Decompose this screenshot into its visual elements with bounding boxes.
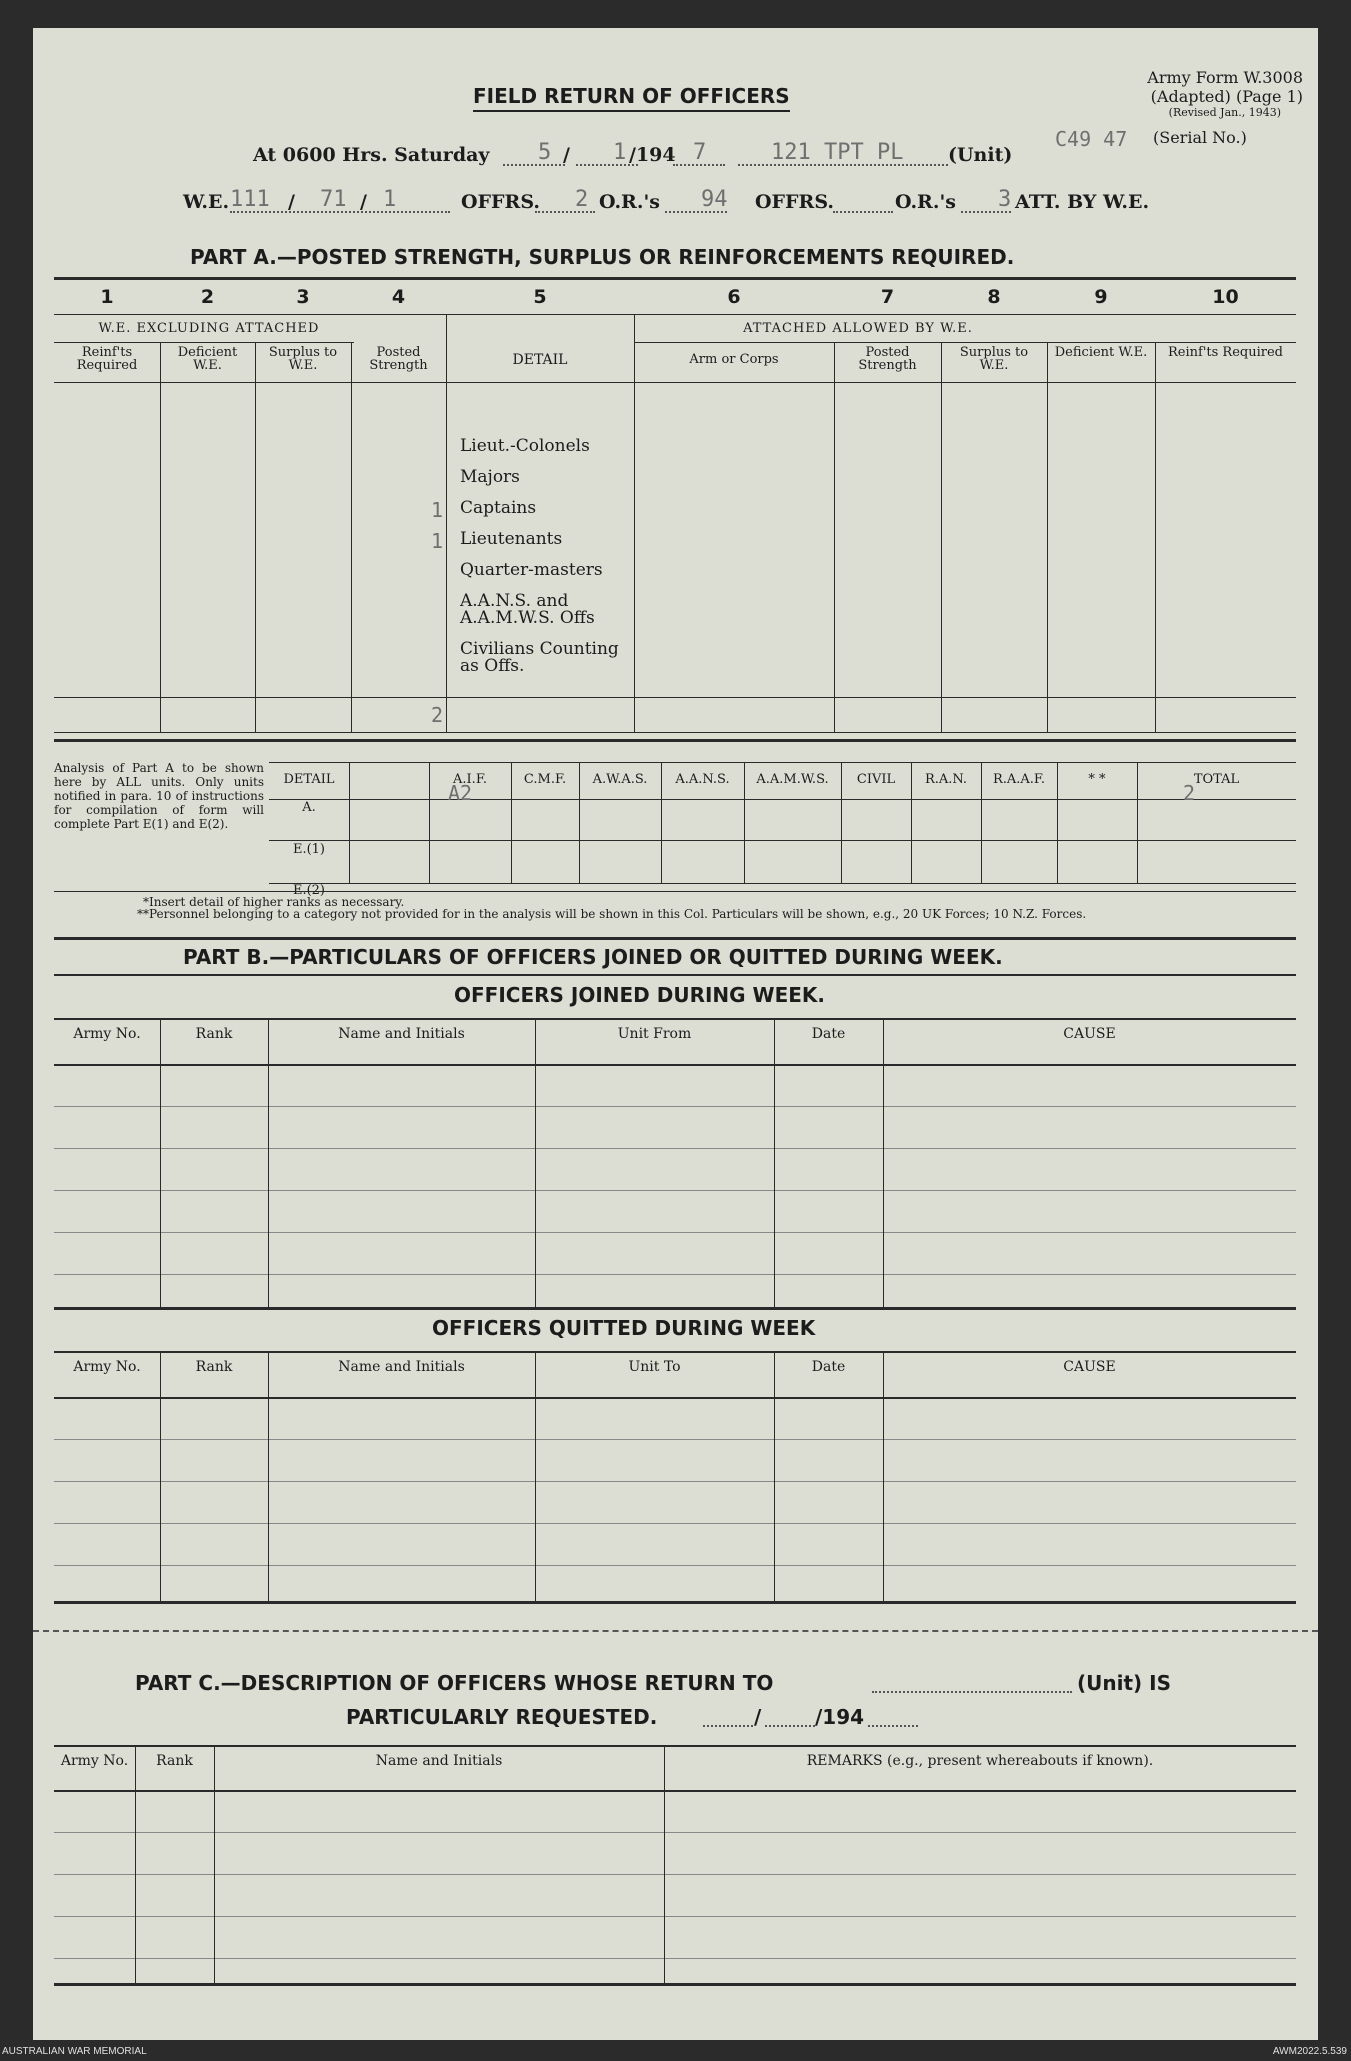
rank-0: Lieut.-Colonels [460,436,590,456]
offrs-label: OFFRS. [461,191,540,213]
form-id-line1: Army Form W.3008 [1147,68,1303,87]
joined-table-row-5 [54,1274,1296,1275]
analysis-head-4: A.W.A.S. [592,772,648,787]
part-c-unit-dots[interactable] [872,1691,1072,1693]
col-number-7: 7 [880,286,895,308]
footnote-2: **Personnel belonging to a category not provided for in the analysis will be shown in this Col. Particulars will be shown, e.g., 20 UK Forces; 10 N.Z. Forces. [137,907,1087,921]
day-dots [503,164,565,166]
joined-table-vline-1 [160,1018,161,1307]
analysis-row-2: E.(2) [292,883,326,898]
part-c-year-dots[interactable] [868,1725,918,1727]
col-head-3: Surplus to W.E. [268,345,338,373]
ors-value[interactable]: 94 [701,187,728,212]
partc-table-vline-2 [214,1745,215,1983]
quitted-table-row-4 [54,1565,1296,1566]
offrs-value[interactable]: 2 [575,187,589,212]
col-head-1: Reinf'ts Required [76,345,138,373]
col-number-9: 9 [1094,286,1108,308]
partc-table-headline [54,1790,1296,1792]
analysis-head-11: TOTAL [1193,772,1240,787]
col-head-6: Arm or Corps [689,352,779,367]
year-digit[interactable]: 7 [693,140,707,165]
joined-table-row-3 [54,1190,1296,1191]
unit-value[interactable]: 121 TPT PL [771,140,904,165]
part-c-line1: PART C.—DESCRIPTION OF OFFICERS WHOSE RETURN TO [135,1671,774,1695]
total-value[interactable]: 2 [1183,781,1196,805]
joined-table-head-2: Name and Initials [338,1026,465,1042]
form-id [1073,68,1303,120]
form-page: Army Form W.3008 (Adapted) (Page 1) (Revised Jan., 1943) C49 47 (Serial No.) FIELD RETURN OF OFFICERS At 0600 Hrs. Saturday 5 / 1 /194 7 121 TPT PL (Unit) W.E. 111 / 71 / 1 OFFRS. 2 O.R.'s 94 OFFRS. O.R.'s 3 ATT. BY W.E. PART A.—POSTED STRENGTH, SURPLUS OR REINFORCEMENTS REQUIRED. 1 2 3 4 5 6 7 8 9 10 W.E. EXCLUDING ATTACHED ATTACHED ALLOWED BY W.E. Reinf'ts Required Deficient W.E. Surplus to W.E. Posted Strength DETAIL Arm or Corps Posted Strength Surplus to W.E. Deficient W.E. Reinf'ts Required Lieut.-Colonels Majors Captains Lieutenants Quarter-masters A.A.N.S. and A.A.M.W.S. Offs Civilians Counting as Offs. 1 1 2 Analysis of Part A to be shown here by ALL units. Only units notified in para. 10 of instructions for compilation of form will complete Part E(1) and E(2). DETAIL A.I.F. C.M.F. A.W.A.S. A.A.N.S. A.A.M.W.S. CIVIL R.A.N. R.A.A.F. * * TOTAL A. E.(1) E.(2) A2 2 *Insert detail of higher ranks as necessary. **Personnel belonging to a category not provided for in the analysis will be shown in this Col. Particulars will be shown, e.g., 20 UK Forces; 10 N.Z. Forces. PART B.—PARTICULARS OF OFFICERS JOINED OR QUITTED DURING WEEK. OFFICERS JOINED DURING WEEK. Army No. Rank Name and Initials Unit From Date CAUSE OFFICERS QUITTED DURING WEEK Army No. Rank Name and Initials Unit To Date CAUSE PART C.—DESCRIPTION OF OFFICERS WHOSE RETURN TO (Unit) IS PARTICULARLY REQUESTED. / /194 Army No. Rank Name and Initials REMARKS (e.g., present whereabouts if known). [33,28,1318,2040]
rank-5: A.A.N.S. and A.A.M.W.S. Offs [460,591,595,628]
analysis-head-5: A.A.N.S. [675,772,730,787]
day-slash: / [563,144,570,166]
aif-value[interactable]: A2 [448,781,473,805]
partc-table-bottom [54,1983,1296,1986]
posted-captains[interactable]: 1 [431,498,444,522]
rank-4: Quarter-masters [460,560,603,580]
footer-right: AWM2022.5.539 [1272,2046,1347,2057]
partc-table-row-1 [54,1832,1296,1833]
partc-table-row-4 [54,1958,1296,1959]
col-head-10: Reinf'ts Required [1168,345,1283,360]
quitted-table-headline [54,1397,1296,1399]
col-head-2: Deficient W.E. [177,345,238,373]
quitted-table-bottom [54,1601,1296,1604]
perforation-line [33,1630,1318,1632]
joined-table-top [54,1018,1296,1020]
joined-table-vline-4 [774,1018,775,1307]
at-label: At 0600 Hrs. Saturday [253,144,490,166]
ors2-value[interactable]: 3 [998,187,1012,212]
serial-value: C49 47 [1055,127,1128,151]
unit-label: (Unit) [948,144,1013,166]
part-b-title: PART B.—PARTICULARS OF OFFICERS JOINED OR QUITTED DURING WEEK. [183,945,1003,969]
analysis-head-3: C.M.F. [523,772,567,787]
col-head-8: Surplus to W.E. [959,345,1029,373]
offrs2-dots [833,211,893,213]
rank-2: Captains [460,498,537,518]
col-head-9: Deficient W.E. [1054,345,1148,360]
joined-table-head-1: Rank [195,1026,233,1042]
joined-table-row-1 [54,1106,1296,1107]
partc-table-row-3 [54,1916,1296,1917]
joined-table-bottom [54,1307,1296,1310]
analysis-head-10: * * [1088,772,1106,787]
form-title: FIELD RETURN OF OFFICERS [473,84,790,112]
partc-table-row-2 [54,1874,1296,1875]
ors-label: O.R.'s [599,191,660,213]
quitted-table-row-3 [54,1523,1296,1524]
form-id-line3: (Revised Jan., 1943) [1168,106,1281,119]
quitted-table-head-4: Date [811,1359,846,1375]
quitted-table-vline-2 [268,1351,269,1601]
joined-table-row-2 [54,1148,1296,1149]
offrs2-label: OFFRS. [755,191,834,213]
part-c-unit-label: (Unit) IS [1077,1671,1171,1695]
month-value[interactable]: 1 [613,140,627,165]
analysis-head-0: DETAIL [283,772,335,787]
partc-table-vline-3 [664,1745,665,1983]
part-c-line2: PARTICULARLY REQUESTED. [346,1705,658,1729]
col-number-1: 1 [100,286,114,308]
analysis-note: Analysis of Part A to be shown here by ALL units. Only units notified in para. 10 of instructions for compilation of form will complete Part E(1) and E(2). [54,761,264,831]
rank-3: Lieutenants [460,529,563,549]
col-number-3: 3 [296,286,310,308]
partc-table-head-0: Army No. [60,1753,129,1769]
joined-table-head-5: CAUSE [1063,1026,1116,1042]
joined-table-head-3: Unit From [617,1026,692,1042]
joined-table-row-4 [54,1232,1296,1233]
analysis-vline-1 [349,762,350,883]
serial-label: (Serial No.) [1153,128,1247,147]
part-c-day-dots[interactable] [703,1725,753,1727]
footer-left: AUSTRALIAN WAR MEMORIAL [2,2046,147,2057]
joined-table-headline [54,1064,1296,1066]
part-c-year: /194 [815,1705,865,1729]
posted-total[interactable]: 2 [431,703,444,727]
col-head-7: Posted Strength [858,345,917,373]
footnote-1: *Insert detail of higher ranks as necessary. [143,895,405,909]
quitted-table-vline-3 [535,1351,536,1601]
partc-table-head-2: Name and Initials [375,1753,503,1769]
col-number-5: 5 [533,286,547,308]
joined-table-vline-3 [535,1018,536,1307]
partc-table-vline-1 [135,1745,136,1983]
group-attached-allowed: ATTACHED ALLOWED BY W.E. [743,321,973,336]
partc-table-top [54,1745,1296,1747]
rank-1: Majors [460,467,520,487]
partc-table-head-1: Rank [156,1753,193,1769]
joined-table-vline-5 [883,1018,884,1307]
form-id-line2: (Adapted) (Page 1) [1150,87,1303,106]
rank-6: Civilians Counting as Offs. [460,639,619,676]
part-c-slash: / [754,1705,762,1729]
quitted-table-row-2 [54,1481,1296,1482]
day-value[interactable]: 5 [538,140,552,165]
we-value1[interactable]: 111 [230,187,270,212]
year-prefix: /194 [629,144,676,166]
joined-table-vline-2 [268,1018,269,1307]
analysis-head-6: A.A.M.W.S. [756,772,829,787]
quitted-table-head-2: Name and Initials [338,1359,465,1375]
col-number-6: 6 [727,286,741,308]
col-number-2: 2 [200,286,215,308]
we-value3[interactable]: 1 [383,187,397,212]
col-number-4: 4 [391,286,406,308]
quitted-table-head-3: Unit To [628,1359,681,1375]
col-head-5: DETAIL [512,352,568,368]
partc-table-head-3: REMARKS (e.g., present whereabouts if known). [806,1753,1154,1769]
joined-title: OFFICERS JOINED DURING WEEK. [454,983,826,1007]
quitted-table-head-5: CAUSE [1063,1359,1116,1375]
analysis-row-0: A. [302,800,316,815]
analysis-row-1: E.(1) [292,842,326,857]
quitted-title: OFFICERS QUITTED DURING WEEK [432,1316,816,1340]
quitted-table-row-1 [54,1439,1296,1440]
posted-lieutenants[interactable]: 1 [431,529,444,553]
att-label: ATT. BY W.E. [1015,191,1150,213]
joined-table-head-0: Army No. [73,1026,141,1042]
quitted-table-vline-4 [774,1351,775,1601]
col-number-8: 8 [987,286,1001,308]
part-a-title: PART A.—POSTED STRENGTH, SURPLUS OR REINFORCEMENTS REQUIRED. [190,245,1015,269]
quitted-table-vline-1 [160,1351,161,1601]
group-we-excluding: W.E. EXCLUDING ATTACHED [98,321,320,336]
we-value2[interactable]: 71 [320,187,347,212]
analysis-head-9: R.A.A.F. [992,772,1046,787]
part-c-month-dots[interactable] [765,1725,815,1727]
analysis-head-7: CIVIL [856,772,896,787]
quitted-table-head-0: Army No. [73,1359,141,1375]
col-head-4: Posted Strength [369,345,428,373]
quitted-table-head-1: Rank [195,1359,233,1375]
analysis-head-2: A.I.F. [453,772,487,787]
quitted-table-vline-5 [883,1351,884,1601]
joined-table-head-4: Date [811,1026,846,1042]
we-label: W.E. [183,191,230,213]
col-number-10: 10 [1212,286,1239,308]
quitted-table-top [54,1351,1296,1353]
analysis-head-8: R.A.N. [924,772,968,787]
ors2-label: O.R.'s [895,191,956,213]
